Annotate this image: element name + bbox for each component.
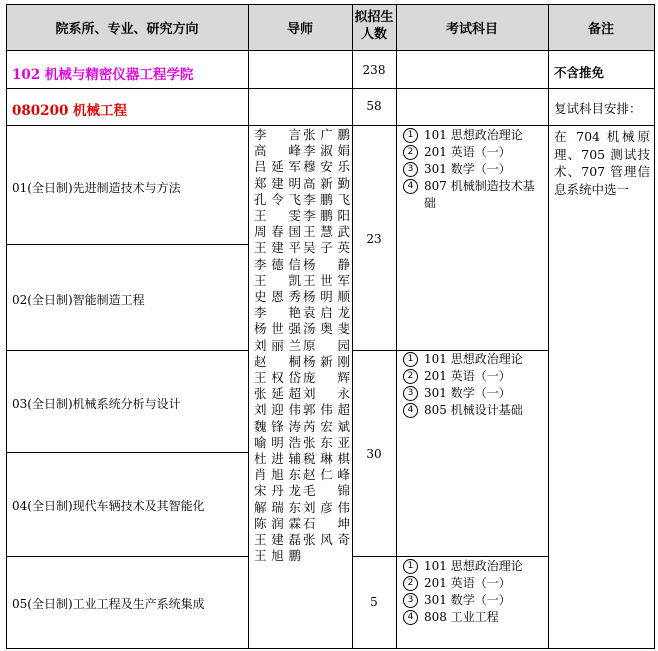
advisor-name (303, 548, 350, 564)
exam-subject (403, 575, 543, 592)
exam-subject (403, 178, 543, 212)
advisor-name: 石 坤 (303, 515, 350, 531)
exam-subject (403, 368, 543, 385)
advisor-name: 杜进辅 (254, 451, 301, 467)
advisor-name: 杨世强 (254, 321, 301, 337)
advisor-name: 李德信 (254, 256, 301, 272)
grid-line (6, 244, 249, 245)
advisor-name: 吴子英 (303, 240, 350, 256)
advisor-row (254, 370, 350, 386)
remark-note: 在 704 机械原理、705 测试技术、707 管理信息系统中选一 (554, 129, 650, 197)
grid-line (352, 4, 353, 649)
grid-line (352, 556, 548, 557)
exam-group-2 (403, 351, 543, 419)
exam-subject-label: 807 机械制造技术基础 (424, 179, 535, 210)
exam-subject (403, 385, 543, 402)
group-1-quota: 23 (366, 232, 382, 246)
advisor-row (254, 483, 350, 499)
advisor-row (254, 548, 350, 564)
advisor-row (254, 127, 350, 143)
exam-subject (403, 609, 543, 626)
advisor-name: 陈润霖 (254, 515, 301, 531)
header-remark: 备注 (587, 22, 614, 37)
grid-line (654, 4, 655, 649)
exam-subject (403, 161, 543, 178)
exam-subject-label: 805 机械设计基础 (424, 403, 523, 417)
advisor-row (254, 305, 350, 321)
advisor-name: 杨 静 (303, 256, 350, 272)
exam-subject-label: 101 思想政治理论 (424, 128, 523, 142)
advisor-row (254, 354, 350, 370)
advisor-name: 刘丽兰 (254, 337, 301, 353)
advisor-name: 王 雯 (254, 208, 301, 224)
header-advisor: 导师 (286, 22, 313, 37)
advisor-name: 赵仁峰 (303, 467, 350, 483)
advisor-row (254, 321, 350, 337)
advisor-row (254, 273, 350, 289)
advisor-row (254, 402, 350, 418)
advisor-name: 杨新刚 (303, 353, 350, 369)
advisor-name: 刘彦伟 (303, 499, 350, 515)
advisor-row (254, 257, 350, 273)
advisor-name: 魏锋涛 (254, 418, 301, 434)
advisor-row (254, 419, 350, 435)
advisor-name: 原 园 (303, 337, 350, 353)
direction-01: 01(全日制)先进制造技术与方法 (12, 181, 181, 195)
advisor-name: 吕延军 (254, 159, 301, 175)
advisor-name: 刘 永 (303, 386, 350, 402)
exam-subject (403, 144, 543, 161)
advisor-name: 张延超 (254, 386, 301, 402)
grid-line (6, 4, 655, 5)
advisor-name: 王慧武 (303, 224, 350, 240)
advisor-row (254, 176, 350, 192)
circled-number-icon: 3 (403, 593, 418, 608)
advisor-row (254, 435, 350, 451)
advisor-name: 张东亚 (303, 434, 350, 450)
advisor-row (254, 289, 350, 305)
advisor-name: 汤奥斐 (303, 321, 350, 337)
advisor-name: 郭伟超 (303, 402, 350, 418)
exam-subject (403, 351, 543, 368)
advisor-name: 张广鹏 (303, 127, 350, 142)
grid-line (248, 4, 249, 649)
advisor-row (254, 240, 350, 256)
advisor-row (254, 451, 350, 467)
grid-line (6, 125, 655, 126)
advisor-row (254, 192, 350, 208)
direction-04: 04(全日制)现代车辆技术及其智能化 (12, 499, 205, 513)
exam-subject (403, 127, 543, 144)
advisor-name: 毛 锦 (303, 483, 350, 499)
major-remark: 复试科目安排： (554, 101, 642, 116)
advisor-row (254, 208, 350, 224)
exam-subject-label: 201 英语（一） (424, 369, 511, 383)
advisor-name: 郑建明 (254, 175, 301, 191)
advisor-name: 庞 辉 (303, 370, 350, 386)
circled-number-icon: 4 (403, 610, 418, 625)
exam-subject-label: 101 思想政治理论 (424, 352, 523, 366)
header-department: 院系所、专业、研究方向 (55, 22, 199, 37)
advisor-row (254, 532, 350, 548)
exam-group-3 (403, 558, 543, 626)
circled-number-icon: 3 (403, 386, 418, 401)
advisor-name: 王建平 (254, 240, 301, 256)
advisor-name: 解瑞东 (254, 499, 301, 515)
advisor-name: 肖旭东 (254, 467, 301, 483)
grid-line (6, 556, 249, 557)
advisor-name: 王世军 (303, 272, 350, 288)
advisor-name: 李鹏阳 (303, 208, 350, 224)
advisor-name: 李淑娟 (303, 143, 350, 159)
school-quota: 238 (362, 63, 386, 77)
school-name: 102 机械与精密仪器工程学院 (12, 67, 194, 83)
grid-line (6, 88, 655, 89)
advisor-row (254, 386, 350, 402)
exam-group-1 (403, 127, 543, 212)
advisor-row (254, 516, 350, 532)
advisor-name: 王 凯 (254, 272, 301, 288)
advisor-row (254, 224, 350, 240)
exam-subject (403, 402, 543, 419)
grid-line (548, 4, 549, 649)
advisor-name: 李 艳 (254, 305, 301, 321)
advisor-list (254, 127, 350, 564)
exam-subject (403, 592, 543, 609)
advisor-name: 李鹏飞 (303, 191, 350, 207)
advisor-name: 赵 桐 (254, 353, 301, 369)
group-3-quota: 5 (370, 595, 378, 609)
advisor-name: 周春国 (254, 224, 301, 240)
circled-number-icon: 2 (403, 145, 418, 160)
advisor-name: 王建磊 (254, 532, 301, 548)
advisor-name: 穆安乐 (303, 159, 350, 175)
circled-number-icon: 3 (403, 162, 418, 177)
advisor-name: 喻明浩 (254, 434, 301, 450)
exam-subject-label: 301 数学（一） (424, 593, 511, 607)
advisor-name: 袁启龙 (303, 305, 350, 321)
circled-number-icon: 1 (403, 128, 418, 143)
grid-line (6, 50, 655, 51)
circled-number-icon: 1 (403, 559, 418, 574)
advisor-row (254, 159, 350, 175)
exam-subject-label: 808 工业工程 (424, 610, 499, 624)
grid-line (6, 452, 249, 453)
advisor-name: 史恩秀 (254, 289, 301, 305)
major-quota: 58 (366, 99, 382, 113)
advisor-name: 宋丹龙 (254, 483, 301, 499)
header-exam: 考试科目 (445, 22, 498, 37)
circled-number-icon: 1 (403, 352, 418, 367)
direction-05: 05(全日制)工业工程及生产系统集成 (12, 597, 205, 611)
circled-number-icon: 4 (403, 179, 418, 194)
exam-subject-label: 101 思想政治理论 (424, 559, 523, 573)
advisor-row (254, 143, 350, 159)
school-remark: 不含推免 (554, 65, 605, 80)
advisor-row (254, 467, 350, 483)
advisor-name: 芮宏斌 (303, 418, 350, 434)
advisor-name: 税琳棋 (303, 451, 350, 467)
advisor-name: 杨明顺 (303, 289, 350, 305)
advisor-name: 高 峰 (254, 143, 301, 159)
advisor-row (254, 500, 350, 516)
grid-line (396, 4, 397, 649)
direction-03: 03(全日制)机械系统分析与设计 (12, 397, 181, 411)
circled-number-icon: 2 (403, 369, 418, 384)
advisor-name: 高新勤 (303, 175, 350, 191)
grid-line (6, 4, 7, 649)
exam-subject-label: 301 数学（一） (424, 162, 511, 176)
group-2-quota: 30 (366, 447, 382, 461)
exam-subject-label: 201 英语（一） (424, 145, 511, 159)
advisor-name: 张风奇 (303, 532, 350, 548)
circled-number-icon: 2 (403, 576, 418, 591)
exam-subject (403, 558, 543, 575)
major-name: 080200 机械工程 (12, 103, 128, 119)
advisor-name: 王旭鹏 (254, 548, 301, 564)
advisor-row (254, 338, 350, 354)
advisor-name: 李 言 (254, 127, 301, 142)
exam-subject-label: 301 数学（一） (424, 386, 511, 400)
header-enrollment: 拟招生人数 (354, 10, 394, 42)
advisor-name: 王权岱 (254, 370, 301, 386)
advisor-name: 孔令飞 (254, 191, 301, 207)
grid-line (6, 648, 655, 649)
grid-line (6, 350, 249, 351)
grid-line (352, 350, 548, 351)
exam-subject-label: 201 英语（一） (424, 576, 511, 590)
circled-number-icon: 4 (403, 403, 418, 418)
direction-02: 02(全日制)智能制造工程 (12, 293, 145, 307)
advisor-name: 刘迎伟 (254, 402, 301, 418)
